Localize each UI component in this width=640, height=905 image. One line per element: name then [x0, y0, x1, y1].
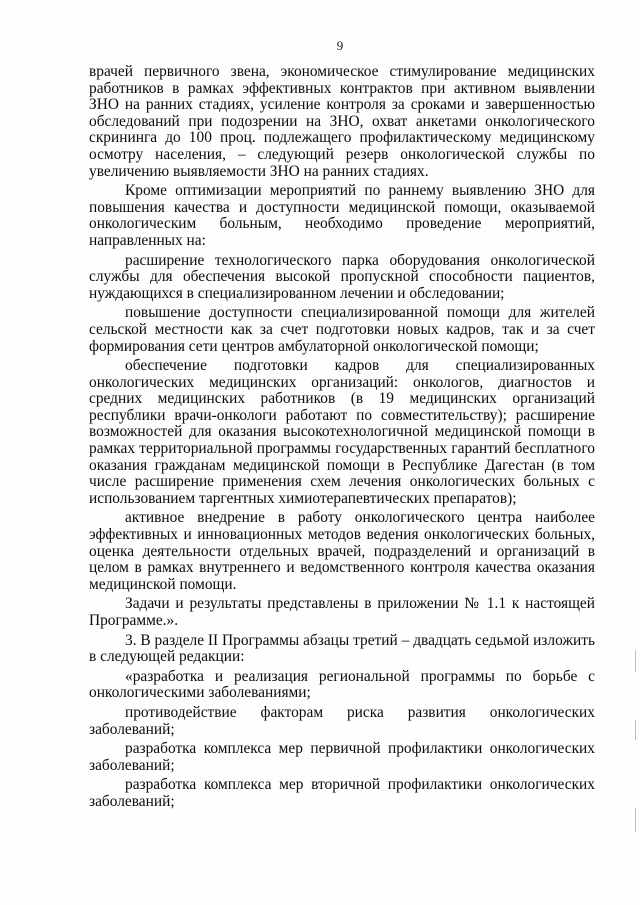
- paragraph-primary-prevention: разработка комплекса мер первичной профилактики онкологических заболеваний;: [89, 740, 595, 774]
- paragraph-innovation: активное внедрение в работу онкологического центра наиболее эффективных и инновационных методов ведения онкологических больных, оценка деятельности отдельных врачей, подразделений и организаций в целом в рамках внутреннего и ведомственного контроля качества оказания медицинской помощи.: [89, 509, 595, 593]
- paragraph-tasks-results: Задачи и результаты представлены в приложении № 1.1 к настоящей Программе.».: [89, 595, 595, 629]
- document-body: [89, 64, 595, 814]
- paragraph-accessibility: повышение доступности специализированной помощи для жителей сельской местности как за счет подготовки новых кадров, так и за счет формирования сети центров амбулаторной онкологической помощи;: [89, 304, 595, 355]
- paragraph-continuation: врачей первичного звена, экономическое стимулирование медицинских работников в рамках эффективных контрактов при активном выявлении ЗНО на ранних стадиях, усиление контроля за сроками и завершенностью обследований при подозрении на ЗНО, охват анкетами онкологического скрининга до 100 проц. подлежащего профилактическому медицинскому осмотру населения, – следующий резерв онкологической службы по увеличению выявляемости ЗНО на ранних стадиях.: [89, 63, 595, 180]
- scan-edge-mark: [635, 808, 636, 832]
- page-number: 9: [336, 38, 344, 53]
- paragraph-secondary-prevention: разработка комплекса мер вторичной профилактики онкологических заболеваний;: [89, 776, 595, 810]
- paragraph-measures-intro: Кроме оптимизации мероприятий по раннему выявлению ЗНО для повышения качества и доступности медицинской помощи, оказываемой онкологическим больным, необходимо проведение мероприятий, направленных на:: [89, 182, 595, 249]
- paragraph-staff-training: обеспечение подготовки кадров для специализированных онкологических медицинских организаций: онкологов, диагностов и средних медицинских работников (в 19 медицинских организаций республики врачи-онкологи работают по совместительству); расширение возможностей для оказания высокотехнологичной медицинской помощи в рамках территориальной программы государственных гарантий бесплатного оказания гражданам медицинской помощи в Республике Дагестан (в том числе расширение применения схем лечения онкологических больных с использованием таргентных химиотерапевтических препаратов);: [89, 357, 595, 507]
- scan-edge-mark: [635, 650, 636, 672]
- paragraph-risk-factors: противодействие факторам риска развития онкологических заболеваний;: [89, 703, 595, 738]
- paragraph-regional-program: «разработка и реализация региональной программы по борьбе с онкологическими заболеваниями;: [89, 667, 595, 702]
- scan-edge-mark: [635, 720, 636, 740]
- paragraph-section-two: 3. В разделе II Программы абзацы третий – двадцать седьмой изложить в следующей редакции:: [89, 631, 595, 666]
- paragraph-equipment: расширение технологического парка оборудования онкологической службы для обеспечения высокой пропускной способности пациентов, нуждающихся в специализированном лечении и обследовании;: [89, 251, 595, 302]
